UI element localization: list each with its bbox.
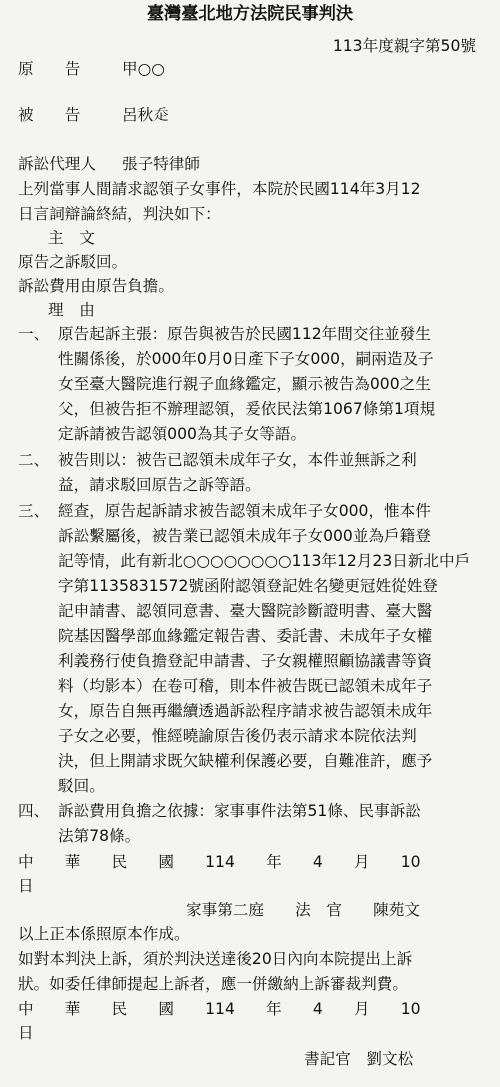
reason-number: 二、 [18, 451, 50, 469]
intro-line: 上列當事人間請求認領子女事件，本院於民國114年3月12 [18, 180, 421, 198]
agent-name: 張子特律師 [122, 155, 200, 173]
main-heading: 主 文 [48, 229, 95, 247]
clerk-signature-line: 書記官 劉文松 [304, 1050, 414, 1068]
reason-number: 一、 [18, 325, 50, 343]
date-day: 日 [18, 1024, 34, 1042]
reason-line: 院基因醫學部血緣鑑定報告書、委託書、未成年子女權 [58, 627, 433, 645]
reason-line: 決，但上開請求既欠缺權利保護必要，自難准許，應予 [58, 752, 433, 770]
agent-row [18, 155, 488, 173]
plaintiff-name: 甲○○ [122, 60, 165, 78]
reason-line: 訴訟費用負擔之依據：家事事件法第51條、民事訴訟 [58, 802, 421, 820]
closing-line: 如對本判決上訴，須於判決送達後20日內向本院提出上訴 [18, 950, 413, 968]
reason-number: 四、 [18, 802, 50, 820]
reason-line: 利義務行使負擔登記申請書、子女親權照顧協議書等資 [58, 652, 433, 670]
reason-line: 原告起訴主張：原告與被告於民國112年間交往並發生 [58, 325, 431, 343]
reason-line: 法第78條。 [58, 827, 141, 845]
reason-number: 三、 [18, 502, 50, 520]
plaintiff-label: 原 告 [18, 60, 81, 78]
reason-line: 性關係後，於000年0月0日產下子女000，嗣兩造及子 [58, 350, 434, 368]
main-line: 訴訟費用由原告負擔。 [18, 277, 174, 295]
reasons-heading: 理 由 [48, 301, 95, 319]
date-line: 中 華 民 國 114 年 4 月 10 [18, 853, 421, 871]
reason-line: 益，請求駁回原告之訴等語。 [58, 476, 261, 494]
defendant-row [18, 106, 488, 124]
reason-line: 記申請書、認領同意書、臺大醫院診斷證明書、臺大醫 [58, 602, 433, 620]
judge-signature-line: 家事第二庭 法 官 陳苑文 [186, 901, 420, 919]
closing-line: 以上正本係照原本作成。 [18, 925, 190, 943]
reason-line: 駁回。 [58, 777, 105, 795]
main-line: 原告之訴駁回。 [18, 253, 128, 271]
reason-line: 被告則以：被告已認領未成年子女，本件並無訴之利 [58, 451, 417, 469]
plaintiff-row [18, 60, 488, 78]
reason-line: 記等情，此有新北○○○○○○○○113年12月23日新北中戶 [58, 552, 471, 570]
document-title: 臺灣臺北地方法院民事判決 [146, 4, 354, 24]
reason-line: 父，但被告拒不辦理認領，爰依民法第1067條第1項規 [58, 400, 436, 418]
reason-line: 定訴請被告認領000為其子女等語。 [58, 425, 307, 443]
agent-label: 訴訟代理人 [18, 155, 96, 173]
defendant-label: 被 告 [18, 106, 81, 124]
reason-line: 字第1135831572號函附認領登記姓名變更冠姓從姓登 [58, 577, 438, 595]
closing-line: 狀。如委任律師提起上訴者，應一併繳納上訴審裁判費。 [18, 975, 408, 993]
reason-line: 女至臺大醫院進行親子血緣鑑定，顯示被告為000之生 [58, 375, 431, 393]
date-line: 中 華 民 國 114 年 4 月 10 [18, 1000, 421, 1018]
case-number: 113年度親字第50號 [332, 37, 476, 55]
reason-line: 子女之必要，惟經曉諭原告後仍表示請求本院依法判 [58, 727, 417, 745]
defendant-name: 呂秋𧺆 [122, 106, 169, 124]
date-day: 日 [18, 877, 34, 895]
reason-line: 女，原告自無再繼續透過訴訟程序請求被告認領未成年 [58, 702, 433, 720]
reason-line: 訴訟繫屬後，被告業已認領未成年子女000並為戶籍登 [58, 527, 431, 545]
intro-line: 日言詞辯論終結，判決如下： [18, 205, 221, 223]
reason-line: 經查，原告起訴請求被告認領未成年子女000，惟本件 [58, 502, 431, 520]
reason-line: 料（均影本）在卷可稽，則本件被告既已認領未成年子 [58, 677, 433, 695]
